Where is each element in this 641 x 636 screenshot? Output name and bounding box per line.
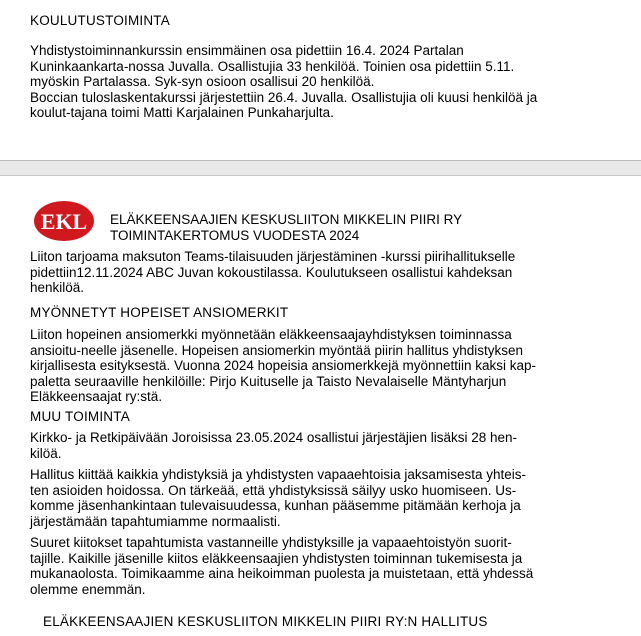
text-line: tajille. Kaikille jäsenille kiitos eläkkeensaajien yhdistysten toiminnan tukemisesta ja — [30, 550, 523, 566]
text-line: Suuret kiitokset tapahtumista vastanneille yhdistyksille ja vapaaehtoistyön suorit- — [30, 535, 512, 550]
text-line: Liiton hopeinen ansiomerkki myönnetään eläkkeensaajayhdistyksen toiminnassa — [30, 327, 512, 342]
thanks-paragraph-1 — [30, 467, 602, 529]
ekl-logo-icon — [33, 200, 95, 242]
text-line: Yhdistystoiminnankurssin ensimmäinen osa pidettiin 16.4. 2024 Partalan — [30, 43, 464, 58]
text-line: olemme enemmän. — [30, 581, 146, 597]
text-line: ansioitu-neelle jäsenelle. Hopeisen ansiomerkin myöntää piirin hallitus yhdistyksen — [30, 342, 524, 358]
text-line: ten asioiden hoidossa. On tärkeää, että yhdistyksissä säilyy usko huomiseen. Us- — [30, 482, 517, 498]
other-paragraph — [30, 430, 602, 461]
thanks-paragraph-2 — [30, 535, 602, 597]
intro-paragraph — [30, 249, 602, 296]
logo-text: EKL — [40, 209, 88, 234]
org-title: ELÄKKEENSAAJIEN KESKUSLIITON MIKKELIN PIIRI RY — [110, 212, 463, 227]
text-line: Kirkko- ja Retkipäivään Joroisissa 23.05.2024 osallistui järjestäjien lisäksi 28 hen- — [30, 430, 517, 445]
text-line: Liiton tarjoama maksuton Teams-tilaisuuden järjestäminen -kurssi piirihallitukselle — [30, 249, 516, 264]
page-separator — [0, 160, 641, 176]
text-line: komme jäsenhankintaan tulevaisuudessa, kunhan pääsemme pitämään kerhoja ja — [30, 498, 521, 513]
signature-line: ELÄKKEENSAAJIEN KESKUSLIITON MIKKELIN PIIRI RY:N HALLITUS — [43, 614, 488, 629]
text-line: kilöä. — [30, 445, 62, 461]
section-heading-medals: MYÖNNETYT HOPEISET ANSIOMERKIT — [30, 305, 289, 320]
text-line: henkilöä. — [30, 280, 85, 295]
text-line: kirjallisesta esityksestä. Vuonna 2024 hopeisia ansiomerkkejä myönnettiin kaksi kap- — [30, 358, 537, 373]
text-line: järjestämään tapahtumiamme normaalisti. — [30, 513, 281, 529]
text-line: koulut-tajana toimi Matti Karjalainen Punkaharjulta. — [30, 105, 334, 120]
text-line: myöskin Partalassa. Syk-syn osioon osallisui 20 henkilöä. — [30, 74, 375, 89]
text-line: paletta seuraaville henkilöille: Pirjo Kuituselle ja Taisto Nevalaiselle Mäntyharjun — [30, 373, 507, 389]
section-heading-koulutustoiminta: KOULUTUSTOIMINTA — [30, 13, 170, 28]
text-line: Eläkkeensaajat ry:stä. — [30, 389, 163, 404]
medals-paragraph — [30, 327, 602, 405]
text-line: pidettiin12.11.2024 ABC Juvan kokoustilassa. Koulutukseen osallistui kahdeksan — [30, 264, 513, 280]
text-line: Kuninkaankarta-nossa Juvalla. Osallistujia 33 henkilöä. Toinien osa pidettiin 5.11. — [30, 58, 515, 74]
koulutus-paragraph — [30, 43, 620, 121]
org-header — [110, 212, 462, 244]
report-title: TOIMINTAKERTOMUS VUODESTA 2024 — [110, 228, 360, 243]
text-line: Hallitus kiittää kaikkia yhdistyksiä ja yhdistysten vapaaehtoisia jaksamisesta yhteis- — [30, 467, 526, 482]
text-line: mukanaolosta. Toimikaamme aina heikoimman puolesta ja muistetaan, että yhdessä — [30, 566, 534, 581]
section-heading-other: MUU TOIMINTA — [30, 409, 130, 424]
text-line: Boccian tuloslaskentakurssi järjestettiin 26.4. Juvalla. Osallistujia oli kuusi henkilöä ja — [30, 89, 538, 105]
